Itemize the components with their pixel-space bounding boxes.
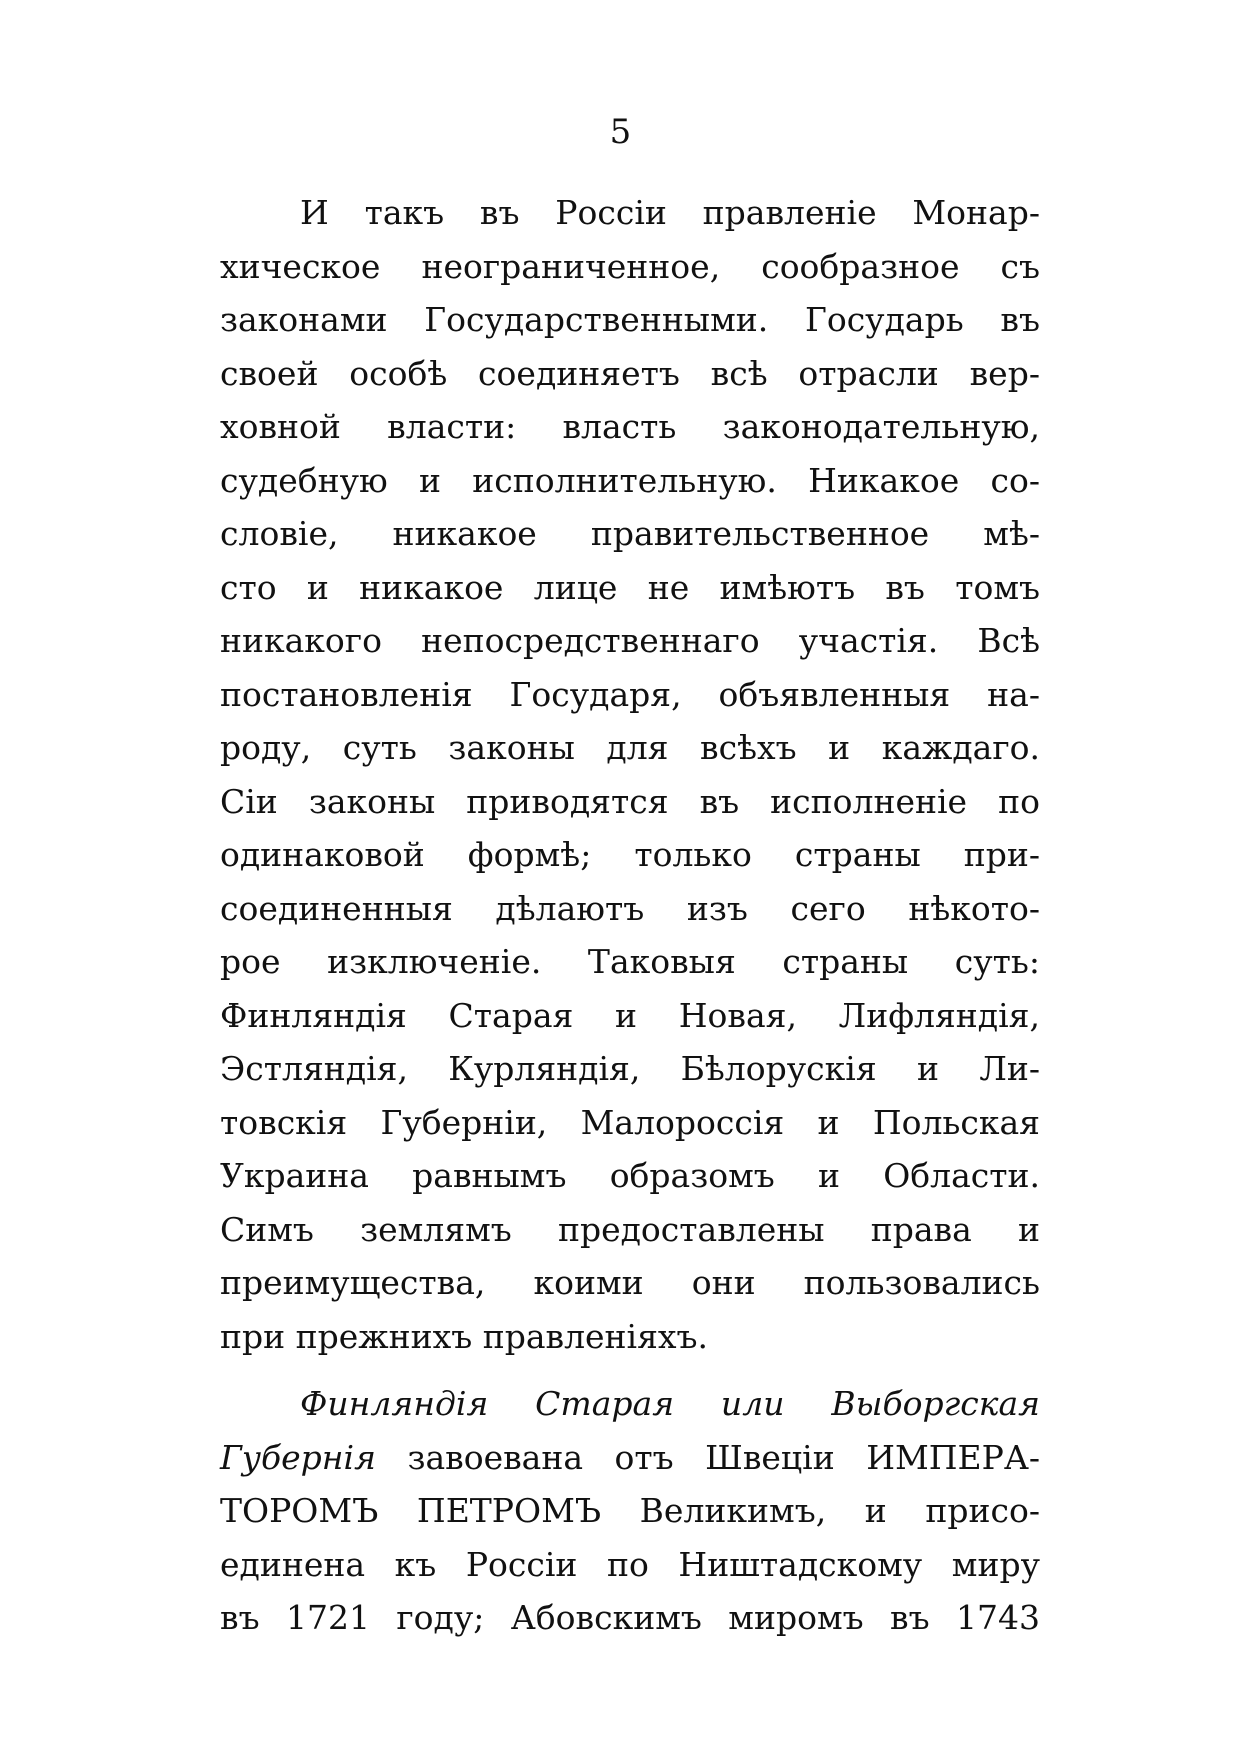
text-line: своей особѣ соединяетъ всѣ отрасли вер-: [220, 353, 1040, 393]
text-line: И такъ въ Россіи правленіе Монар-: [300, 193, 1040, 232]
text-line: въ 1721 году; Абовскимъ миромъ въ 1743: [220, 1598, 1040, 1637]
text-line: одинаковой формѣ; только страны при-: [220, 835, 1040, 874]
text-line: товскія Губерніи, Малороссія и Польская: [220, 1102, 1040, 1142]
text-line: ТОРОМЪ ПЕТРОМЪ Великимъ, и присо-: [220, 1491, 1040, 1530]
text-line: словіе, никакое правительственное мѣ-: [220, 514, 1040, 553]
text-line: единена къ Россіи по Ништадскому миру: [220, 1544, 1040, 1584]
text-line: Украина равнымъ образомъ и Области.: [220, 1156, 1040, 1195]
page-number: 5: [609, 112, 632, 152]
text-line: рое изключеніе. Таковыя страны суть:: [220, 942, 1040, 981]
paragraph-gap: [220, 1363, 1040, 1377]
paragraph-1: [220, 186, 1040, 1363]
text-line: Эстляндія, Курляндія, Бѣлорускія и Ли-: [220, 1049, 1040, 1088]
text-line: сто и никакое лице не имѣютъ въ томъ: [220, 567, 1040, 607]
text-line: ховной власти: власть законодательную,: [220, 407, 1040, 446]
text-line: хическое неограниченное, сообразное съ: [220, 246, 1040, 286]
text-line: никакого непосредственнаго участія. Всѣ: [220, 621, 1040, 660]
text-run: завоевана отъ Швеціи ИМПЕРА-: [375, 1437, 1040, 1477]
text-line: при прежнихъ правленіяхъ.: [220, 1316, 709, 1356]
text-line: Финляндія Старая и Новая, Лифляндія,: [220, 995, 1040, 1035]
text-line: постановленія Государя, объявленныя на-: [220, 674, 1040, 714]
text-line: законами Государственными. Государь въ: [220, 300, 1040, 339]
text-line: соединенныя дѣлаютъ изъ сего нѣкото-: [220, 888, 1040, 928]
text-line-italic: Финляндія Старая или Выборгская: [300, 1384, 1040, 1423]
text-line: [220, 1431, 1040, 1485]
italic-term: Губернія: [220, 1437, 376, 1477]
text-line: Симъ землямъ предоставлены права и: [220, 1209, 1040, 1249]
text-line: Сіи законы приводятся въ исполненіе по: [220, 781, 1040, 821]
text-line: роду, суть законы для всѣхъ и каждаго.: [220, 728, 1040, 767]
text-line: судебную и исполнительную. Никакое со-: [220, 460, 1040, 500]
body-text: [220, 186, 1040, 1645]
paragraph-2: [220, 1377, 1040, 1645]
text-line: преимущества, коими они пользовались: [220, 1263, 1040, 1302]
